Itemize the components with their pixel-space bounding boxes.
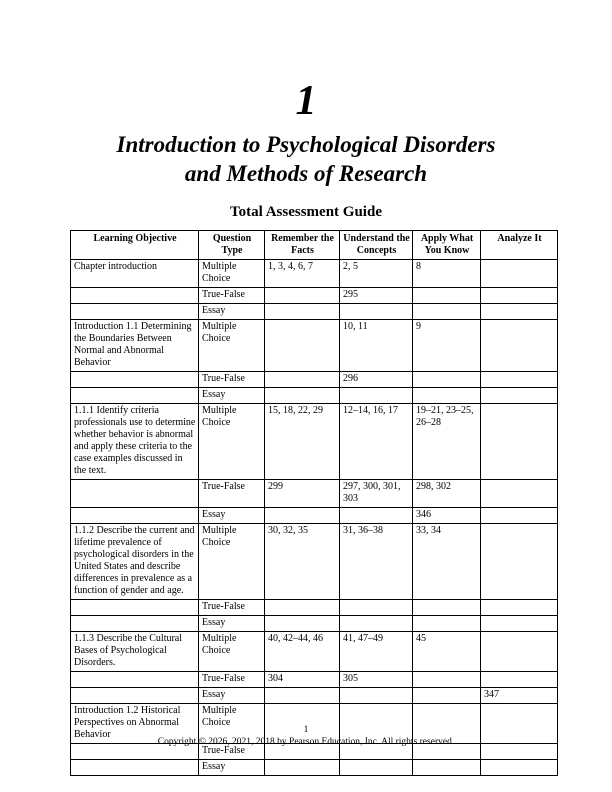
remember-the-facts-cell: [265, 760, 340, 776]
question-type-cell: True-False: [199, 744, 265, 760]
question-type-cell: Multiple Choice: [199, 524, 265, 600]
table-row: [71, 524, 558, 600]
apply-what-you-know-cell: [413, 288, 481, 304]
question-type-cell: True-False: [199, 672, 265, 688]
learning-objective-cell: [71, 616, 199, 632]
question-type-cell: True-False: [199, 480, 265, 508]
table-row: [71, 404, 558, 480]
understand-the-concepts-cell: 297, 300, 301, 303: [340, 480, 413, 508]
table-row: [71, 320, 558, 372]
remember-the-facts-cell: [265, 304, 340, 320]
question-type-cell: Essay: [199, 616, 265, 632]
understand-the-concepts-cell: [340, 508, 413, 524]
remember-the-facts-cell: 30, 32, 35: [265, 524, 340, 600]
chapter-title: [0, 130, 612, 188]
analyze-it-cell: [481, 600, 558, 616]
question-type-cell: Essay: [199, 688, 265, 704]
remember-the-facts-cell: [265, 288, 340, 304]
header-question-type: Question Type: [199, 231, 265, 260]
chapter-title-line-2: and Methods of Research: [184, 161, 428, 186]
remember-the-facts-cell: 1, 3, 4, 6, 7: [265, 260, 340, 288]
understand-the-concepts-cell: 305: [340, 672, 413, 688]
question-type-cell: Multiple Choice: [199, 320, 265, 372]
analyze-it-cell: [481, 508, 558, 524]
table-row: [71, 372, 558, 388]
learning-objective-cell: [71, 508, 199, 524]
understand-the-concepts-cell: 31, 36–38: [340, 524, 413, 600]
remember-the-facts-cell: [265, 688, 340, 704]
analyze-it-cell: [481, 372, 558, 388]
learning-objective-cell: [71, 600, 199, 616]
learning-objective-cell: [71, 760, 199, 776]
page-number: 1: [303, 725, 309, 735]
learning-objective-cell: 1.1.3 Describe the Cultural Bases of Psychological Disorders.: [71, 632, 199, 672]
apply-what-you-know-cell: [413, 388, 481, 404]
question-type-cell: Multiple Choice: [199, 260, 265, 288]
analyze-it-cell: [481, 320, 558, 372]
learning-objective-cell: [71, 480, 199, 508]
apply-what-you-know-cell: [413, 688, 481, 704]
remember-the-facts-cell: [265, 388, 340, 404]
question-type-cell: Essay: [199, 388, 265, 404]
header-apply-what-you-know: Apply What You Know: [413, 231, 481, 260]
question-type-cell: True-False: [199, 288, 265, 304]
remember-the-facts-cell: [265, 372, 340, 388]
question-type-cell: Multiple Choice: [199, 704, 265, 744]
table-body: [71, 260, 558, 776]
apply-what-you-know-cell: [413, 672, 481, 688]
question-type-cell: Essay: [199, 304, 265, 320]
table-row: [71, 672, 558, 688]
question-type-cell: Multiple Choice: [199, 632, 265, 672]
table-row: [71, 388, 558, 404]
table-row: [71, 760, 558, 776]
analyze-it-cell: [481, 304, 558, 320]
table-row: [71, 600, 558, 616]
remember-the-facts-cell: 40, 42–44, 46: [265, 632, 340, 672]
header-row: [71, 231, 558, 260]
learning-objective-cell: [71, 288, 199, 304]
understand-the-concepts-cell: [340, 304, 413, 320]
remember-the-facts-cell: 304: [265, 672, 340, 688]
analyze-it-cell: [481, 524, 558, 600]
learning-objective-cell: Chapter introduction: [71, 260, 199, 288]
analyze-it-cell: [481, 760, 558, 776]
apply-what-you-know-cell: 33, 34: [413, 524, 481, 600]
understand-the-concepts-cell: [340, 616, 413, 632]
understand-the-concepts-cell: 295: [340, 288, 413, 304]
header-analyze-it: Analyze It: [481, 231, 558, 260]
remember-the-facts-cell: [265, 616, 340, 632]
apply-what-you-know-cell: [413, 760, 481, 776]
analyze-it-cell: [481, 672, 558, 688]
table-title: Total Assessment Guide: [230, 204, 382, 220]
question-type-cell: True-False: [199, 600, 265, 616]
apply-what-you-know-cell: [413, 616, 481, 632]
analyze-it-cell: [481, 388, 558, 404]
apply-what-you-know-cell: 298, 302: [413, 480, 481, 508]
apply-what-you-know-cell: 9: [413, 320, 481, 372]
analyze-it-cell: [481, 480, 558, 508]
table-row: [71, 688, 558, 704]
copyright-line: Copyright © 2026, 2021, 2018 by Pearson Education, Inc. All rights reserved.: [157, 737, 455, 747]
apply-what-you-know-cell: 346: [413, 508, 481, 524]
remember-the-facts-cell: 299: [265, 480, 340, 508]
assessment-table: [70, 230, 558, 776]
remember-the-facts-cell: [265, 508, 340, 524]
understand-the-concepts-cell: [340, 388, 413, 404]
question-type-cell: Essay: [199, 508, 265, 524]
learning-objective-cell: 1.1.1 Identify criteria professionals use to determine whether behavior is abnormal and apply these criteria to the case examples discussed in the text.: [71, 404, 199, 480]
remember-the-facts-cell: [265, 320, 340, 372]
table-row: [71, 616, 558, 632]
understand-the-concepts-cell: [340, 760, 413, 776]
table-row: [71, 632, 558, 672]
apply-what-you-know-cell: [413, 304, 481, 320]
table-row: [71, 260, 558, 288]
apply-what-you-know-cell: 19–21, 23–25, 26–28: [413, 404, 481, 480]
analyze-it-cell: [481, 288, 558, 304]
table-row: [71, 304, 558, 320]
learning-objective-cell: [71, 304, 199, 320]
question-type-cell: Essay: [199, 760, 265, 776]
learning-objective-cell: Introduction 1.1 Determining the Boundaries Between Normal and Abnormal Behavior: [71, 320, 199, 372]
header-understand-the-concepts: Understand the Concepts: [340, 231, 413, 260]
header-remember-the-facts: Remember the Facts: [265, 231, 340, 260]
understand-the-concepts-cell: [340, 688, 413, 704]
analyze-it-cell: [481, 260, 558, 288]
understand-the-concepts-cell: [340, 600, 413, 616]
understand-the-concepts-cell: 41, 47–49: [340, 632, 413, 672]
learning-objective-cell: [71, 688, 199, 704]
apply-what-you-know-cell: [413, 372, 481, 388]
understand-the-concepts-cell: 2, 5: [340, 260, 413, 288]
chapter-title-line-1: Introduction to Psychological Disorders: [116, 132, 496, 157]
table-header: [71, 231, 558, 260]
chapter-number: 1: [295, 78, 317, 124]
analyze-it-cell: [481, 616, 558, 632]
analyze-it-cell: [481, 632, 558, 672]
understand-the-concepts-cell: 296: [340, 372, 413, 388]
remember-the-facts-cell: [265, 600, 340, 616]
apply-what-you-know-cell: 8: [413, 260, 481, 288]
analyze-it-cell: 347: [481, 688, 558, 704]
analyze-it-cell: [481, 404, 558, 480]
learning-objective-cell: Introduction 1.2 Historical Perspectives on Abnormal Behavior: [71, 704, 199, 744]
learning-objective-cell: [71, 372, 199, 388]
learning-objective-cell: [71, 672, 199, 688]
question-type-cell: True-False: [199, 372, 265, 388]
apply-what-you-know-cell: 45: [413, 632, 481, 672]
understand-the-concepts-cell: 10, 11: [340, 320, 413, 372]
remember-the-facts-cell: 15, 18, 22, 29: [265, 404, 340, 480]
table-row: [71, 288, 558, 304]
table-row: [71, 508, 558, 524]
apply-what-you-know-cell: [413, 600, 481, 616]
understand-the-concepts-cell: 12–14, 16, 17: [340, 404, 413, 480]
learning-objective-cell: [71, 388, 199, 404]
header-learning-objective: Learning Objective: [71, 231, 199, 260]
table-row: [71, 480, 558, 508]
page-footer: [0, 724, 612, 748]
learning-objective-cell: 1.1.2 Describe the current and lifetime prevalence of psychological disorders in the United States and describe differences in prevalence as a function of gender and age.: [71, 524, 199, 600]
question-type-cell: Multiple Choice: [199, 404, 265, 480]
